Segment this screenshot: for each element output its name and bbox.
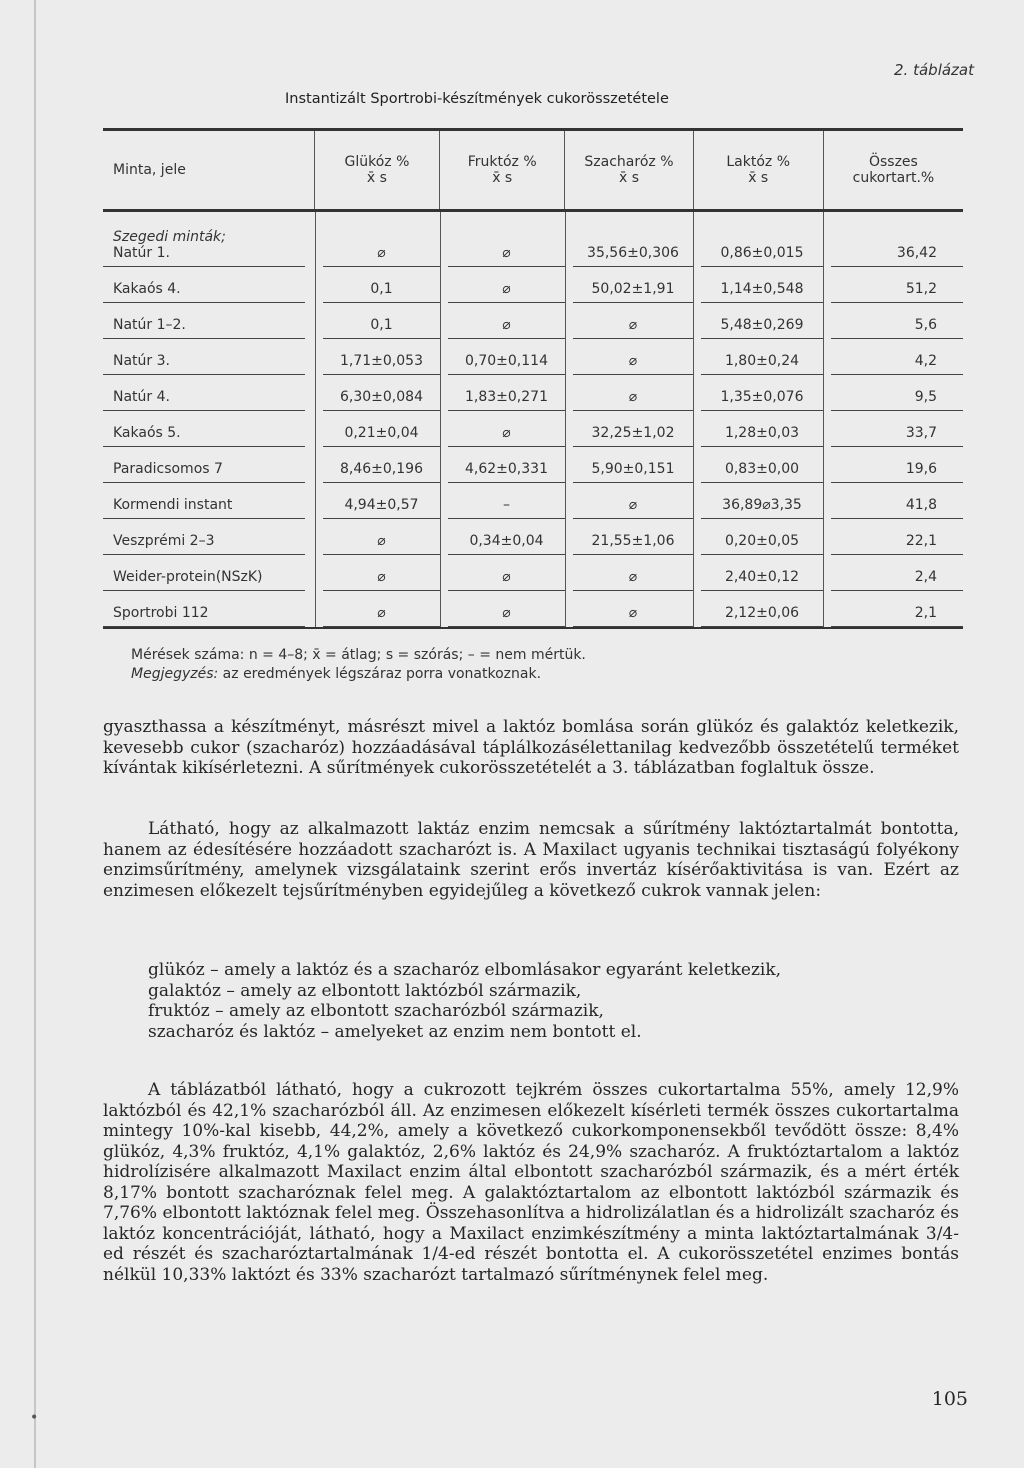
margin-mark: • <box>30 1410 39 1426</box>
cell-fructose: 4,62±0,331 <box>448 447 565 483</box>
cell-glucose: 4,94±0,57 <box>323 483 440 519</box>
cell-glucose: 1,71±0,053 <box>323 339 440 375</box>
paragraph-2: Látható, hogy az alkalmazott laktáz enzim nemcsak a sűrítmény laktóztartalmát bontotta, hanem az édesítésére hozzáadott szacharózt is. A Maxilact ugyanis technikai tisztaságú folyékony enzimsűrítmény, amelynek vizsgálataink szerint erős invertáz kísérőaktivitása is van. Ezért az enzimesen előkezelt tejsűrítményben egyidejűleg a következő cukrok vannak jelen: <box>103 819 959 901</box>
cell-sucrose: 50,02±1,91 <box>573 267 693 303</box>
cell-lactose: 1,28±0,03 <box>701 411 823 447</box>
cell-fructose: ⌀ <box>448 212 565 267</box>
cell-lactose: 1,14±0,548 <box>701 267 823 303</box>
group-label: Szegedi minták; <box>113 229 226 245</box>
cell-lactose: 0,20±0,05 <box>701 519 823 555</box>
cell-sucrose: 5,90±0,151 <box>573 447 693 483</box>
list-item: szacharóz és laktóz – amelyeket az enzim nem bontott el. <box>148 1021 642 1042</box>
header-cell-total-sugar: Összes cukortart.% <box>823 131 963 209</box>
cell-total: 41,8 <box>831 483 963 519</box>
cell-total: 19,6 <box>831 447 963 483</box>
cell-glucose: ⌀ <box>323 519 440 555</box>
header-cell-sucrose: Szacharóz % x̄ s <box>564 131 692 209</box>
list-item: galaktóz – amely az elbontott laktózból származik, <box>148 980 582 1001</box>
cell-total: 9,5 <box>831 375 963 411</box>
cell-glucose: ⌀ <box>323 212 440 267</box>
sugar-composition-table <box>103 128 963 629</box>
table-row <box>103 411 963 447</box>
cell-lactose: 2,40±0,12 <box>701 555 823 591</box>
cell-glucose: ⌀ <box>323 555 440 591</box>
cell-fructose: – <box>448 483 565 519</box>
cell-sample: Kormendi instant <box>103 483 305 519</box>
table-body <box>103 212 963 627</box>
cell-fructose: ⌀ <box>448 411 565 447</box>
table-row <box>103 555 963 591</box>
header-cell-sample: Minta, jele <box>113 162 186 178</box>
cell-fructose: ⌀ <box>448 591 565 627</box>
paragraph-1: gyaszthassa a készítményt, másrészt mivel a laktóz bomlása során glükóz és galaktóz keletkezik, kevesebb cukor (szacharóz) hozzáadásával táplálkozásélettanilag kedvezőbb összetételű terméket kívántak kikísérletezni. A sűrítmények cukorösszetételét a 3. táblázatban foglaltuk össze. <box>103 717 959 778</box>
table-notes <box>131 646 586 684</box>
cell-sucrose: ⌀ <box>573 483 693 519</box>
cell-glucose: 0,1 <box>323 303 440 339</box>
cell-total: 22,1 <box>831 519 963 555</box>
table-bottom-rule <box>103 627 963 629</box>
list-item: fruktóz – amely az elbontott szacharózból származik, <box>148 1001 604 1021</box>
table-row <box>103 483 963 519</box>
cell-lactose: 5,48±0,269 <box>701 303 823 339</box>
cell-sucrose: ⌀ <box>573 375 693 411</box>
cell-sucrose: 35,56±0,306 <box>573 212 693 267</box>
cell-sample: Szegedi minták; Natúr 1. <box>103 212 305 267</box>
cell-sample: Natúr 1–2. <box>103 303 305 339</box>
cell-sample: Natúr 4. <box>103 375 305 411</box>
cell-sample: Kakaós 4. <box>103 267 305 303</box>
table-header <box>103 131 963 209</box>
cell-sucrose: ⌀ <box>573 591 693 627</box>
cell-total: 33,7 <box>831 411 963 447</box>
cell-glucose: 0,21±0,04 <box>323 411 440 447</box>
table-row <box>103 447 963 483</box>
table-row <box>103 267 963 303</box>
table-row <box>103 591 963 627</box>
cell-sucrose: ⌀ <box>573 555 693 591</box>
table-row <box>103 375 963 411</box>
cell-fructose: ⌀ <box>448 555 565 591</box>
cell-fructose: 1,83±0,271 <box>448 375 565 411</box>
cell-total: 51,2 <box>831 267 963 303</box>
paragraph-3: A táblázatból látható, hogy a cukrozott tejkrém összes cukortartalma 55%, amely 12,9% laktózból és 42,1% szacharózból áll. Az enzimesen előkezelt kísérleti termék összes cukortartalma mintegy 10%-kal kisebb, 44,2%, amely a következő cukorkomponensekből tevődött össze: 8,4% glükóz, 4,3% fruktóz, 4,1% galaktóz, 2,6% laktóz és 24,9% szacharóz. A fruktóztartalom a laktóz hidrolízisére alkalmazott Maxilact enzim által elbontott szacharózból származik, és a mért érték 8,17% bontott szacharóznak felel meg. A galaktóztartalom az elbontott laktózból származik és 7,76% elbontott laktóznak felel meg. Összehasonlítva a hidrolizálatlan és a hidrolizált szacharóz és laktóz koncentrációját, látható, hogy a Maxilact enzimkészítmény a minta laktóztartalmának 3/4-ed részét és szacharóztartalmának 1/4-ed részét bontotta el. A cukorösszetétel enzimes bontás nélkül 10,33% laktózt és 33% szacharózt tartalmazó sűrítménynek felel meg. <box>103 1080 959 1285</box>
cell-sample: Natúr 3. <box>103 339 305 375</box>
cell-total: 2,1 <box>831 591 963 627</box>
cell-sucrose: ⌀ <box>573 339 693 375</box>
cell-lactose: 36,89⌀3,35 <box>701 483 823 519</box>
cell-glucose: ⌀ <box>323 591 440 627</box>
cell-lactose: 2,12±0,06 <box>701 591 823 627</box>
table-row <box>103 212 963 267</box>
cell-glucose: 6,30±0,084 <box>323 375 440 411</box>
page-number: 105 <box>931 1388 968 1410</box>
header-cell-fructose: Fruktóz % x̄ s <box>439 131 564 209</box>
table-row <box>103 339 963 375</box>
cell-sample: Paradicsomos 7 <box>103 447 305 483</box>
list-item: glükóz – amely a laktóz és a szacharóz elbomlásakor egyaránt keletkezik, <box>148 960 782 980</box>
sugar-list <box>148 960 781 1042</box>
cell-glucose: 8,46±0,196 <box>323 447 440 483</box>
notes-measurements: Mérések száma: n = 4–8; x̄ = átlag; s = szórás; – = nem mértük. <box>131 647 586 663</box>
cell-lactose: 0,86±0,015 <box>701 212 823 267</box>
cell-fructose: ⌀ <box>448 267 565 303</box>
table-row <box>103 303 963 339</box>
table-title: Instantizált Sportrobi-készítmények cukorösszetétele <box>285 91 669 107</box>
header-cell-glucose: Glükóz % x̄ s <box>314 131 439 209</box>
cell-sucrose: ⌀ <box>573 303 693 339</box>
cell-sample: Veszprémi 2–3 <box>103 519 305 555</box>
cell-total: 36,42 <box>831 212 963 267</box>
cell-lactose: 1,80±0,24 <box>701 339 823 375</box>
cell-sample: Weider-protein(NSzK) <box>103 555 305 591</box>
table-label: 2. táblázat <box>894 61 974 79</box>
cell-total: 5,6 <box>831 303 963 339</box>
notes-remark: Megjegyzés: az eredmények légszáraz porra vonatkoznak. <box>131 666 542 682</box>
page-edge-line <box>34 0 36 1468</box>
cell-total: 2,4 <box>831 555 963 591</box>
table-row <box>103 519 963 555</box>
cell-sample: Sportrobi 112 <box>103 591 305 627</box>
cell-lactose: 1,35±0,076 <box>701 375 823 411</box>
cell-sucrose: 21,55±1,06 <box>573 519 693 555</box>
cell-sucrose: 32,25±1,02 <box>573 411 693 447</box>
cell-glucose: 0,1 <box>323 267 440 303</box>
cell-lactose: 0,83±0,00 <box>701 447 823 483</box>
cell-fructose: 0,34±0,04 <box>448 519 565 555</box>
cell-sample: Kakaós 5. <box>103 411 305 447</box>
cell-total: 4,2 <box>831 339 963 375</box>
header-cell-lactose: Laktóz % x̄ s <box>693 131 823 209</box>
cell-fructose: 0,70±0,114 <box>448 339 565 375</box>
cell-fructose: ⌀ <box>448 303 565 339</box>
